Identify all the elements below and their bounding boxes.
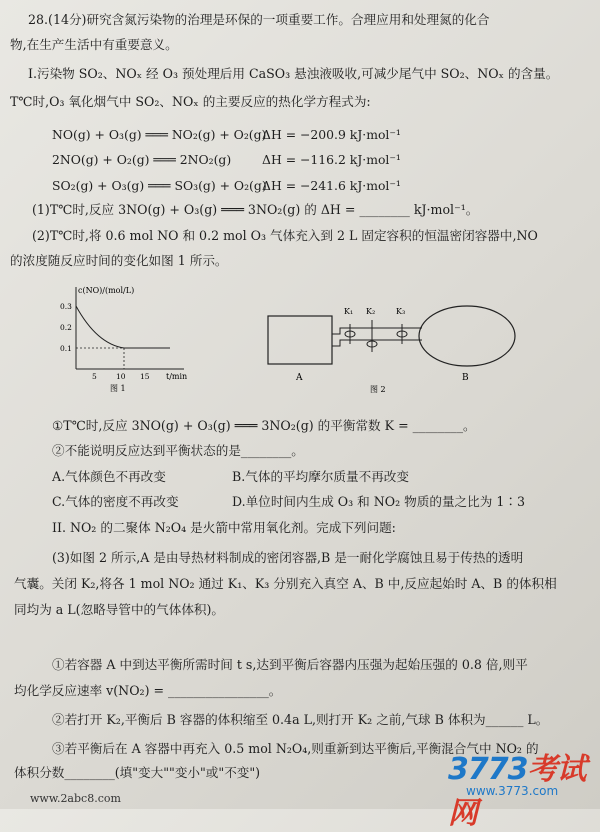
figure-2-apparatus (262, 300, 524, 400)
figure-1-graph (58, 283, 188, 393)
label-a: A (296, 373, 303, 383)
part-2-cont: 的浓度随反应时间的变化如图 1 所示。 (10, 253, 228, 268)
label-b: B (462, 373, 469, 383)
logo-number: 3773 (448, 752, 528, 787)
logo-text: 考试网 (448, 752, 586, 831)
question-header-cont: 物,在生产生活中有重要意义。 (10, 37, 178, 52)
x-axis-label: t/min (166, 372, 188, 381)
part-3-cont-2: 同均为 a L(忽略导管中的气体体积)。 (14, 602, 225, 617)
figure-1-caption: 图 1 (110, 384, 126, 393)
equation-2: 2NO(g) + O₂(g) ═══ 2NO₂(g) (52, 152, 232, 167)
option-d: D.单位时间内生成 O₃ 和 NO₂ 物质的量之比为 1∶3 (232, 494, 525, 509)
enthalpy-1: ΔH = −200.9 kJ·mol⁻¹ (262, 127, 401, 142)
valve-k2-label: K₂ (366, 307, 376, 316)
part-1: (1)T℃时,反应 3NO(g) + O₃(g) ═══ 3NO₂(g) 的 ΔH = ________ kJ·mol⁻¹。 (32, 202, 479, 217)
valve-k1 (345, 324, 355, 344)
part-3-q3-cont: 体积分数________(填"变大""变小"或"不变") (14, 765, 261, 780)
option-a: A.气体颜色不再改变 (52, 469, 166, 484)
valve-k3 (397, 324, 407, 344)
section1-intro: I.污染物 SO₂、NOₓ 经 O₃ 预处理后用 CaSO₃ 悬浊液吸收,可减少尾气中 SO₂、NOₓ 的含量。 (28, 66, 559, 81)
part-3: (3)如图 2 所示,A 是由导热材料制成的密闭容器,B 是一耐化学腐蚀且易于传热的透明 (52, 550, 524, 565)
watermark-url: www.2abc8.com (30, 792, 121, 805)
logo-url: www.3773.com (466, 784, 559, 798)
section-2-intro: II. NO₂ 的二聚体 N₂O₄ 是火箭中常用氧化剂。完成下列问题: (52, 520, 396, 535)
x-tick-15: 15 (140, 372, 150, 381)
x-tick-5: 5 (92, 372, 97, 381)
x-tick-10: 10 (116, 372, 126, 381)
sub-question-2: ②不能说明反应达到平衡状态的是________。 (52, 443, 304, 458)
question-header: 28.(14分)研究含氮污染物的治理是环保的一项重要工作。合理应用和处理氮的化合 (28, 12, 490, 27)
concentration-curve (76, 306, 170, 348)
equation-1: NO(g) + O₃(g) ═══ NO₂(g) + O₂(g) (52, 127, 267, 142)
site-logo (448, 744, 588, 831)
y-tick-0.3: 0.3 (60, 302, 72, 311)
part-3-q1-cont: 均化学反应速率 v(NO₂) = ________________。 (14, 683, 282, 698)
equation-3: SO₂(g) + O₃(g) ═══ SO₃(g) + O₂(g) (52, 178, 267, 193)
part-3-q1: ①若容器 A 中到达平衡所需时间 t s,达到平衡后容器内压强为起始压强的 0.8 倍,则平 (52, 657, 528, 672)
figure-2-caption: 图 2 (370, 385, 386, 394)
part-2: (2)T℃时,将 0.6 mol NO 和 0.2 mol O₃ 气体充入到 2 L 固定容积的恒温密闭容器中,NO (32, 228, 538, 243)
part-3-q2: ②若打开 K₂,平衡后 B 容器的体积缩至 0.4a L,则打开 K₂ 之前,气球 B 体积为______ L。 (52, 712, 549, 727)
balloon-b (419, 306, 515, 366)
valve-k2 (367, 320, 377, 352)
y-axis-label: c(NO)/(mol/L) (78, 286, 135, 295)
valve-k1-label: K₁ (344, 307, 354, 316)
part-3-cont-1: 气囊。关闭 K₂,将各 1 mol NO₂ 通过 K₁、K₃ 分别充入真空 A、B 中,反应起始时 A、B 的体积相 (14, 576, 557, 591)
enthalpy-2: ΔH = −116.2 kJ·mol⁻¹ (262, 152, 401, 167)
valve-k3-label: K₃ (396, 307, 406, 316)
y-tick-0.1: 0.1 (60, 344, 72, 353)
part-3-q3: ③若平衡后在 A 容器中再充入 0.5 mol N₂O₄,则重新到达平衡后,平衡混合气中 NO₂ 的 (52, 741, 539, 756)
enthalpy-3: ΔH = −241.6 kJ·mol⁻¹ (262, 178, 401, 193)
sub-question-1: ①T℃时,反应 3NO(g) + O₃(g) ═══ 3NO₂(g) 的平衡常数 K = ________。 (52, 418, 476, 433)
container-a (268, 316, 332, 364)
y-tick-0.2: 0.2 (60, 323, 72, 332)
section1-intro-cont: T℃时,O₃ 氧化烟气中 SO₂、NOₓ 的主要反应的热化学方程式为: (10, 94, 371, 109)
option-b: B.气体的平均摩尔质量不再改变 (232, 469, 409, 484)
option-c: C.气体的密度不再改变 (52, 494, 179, 509)
